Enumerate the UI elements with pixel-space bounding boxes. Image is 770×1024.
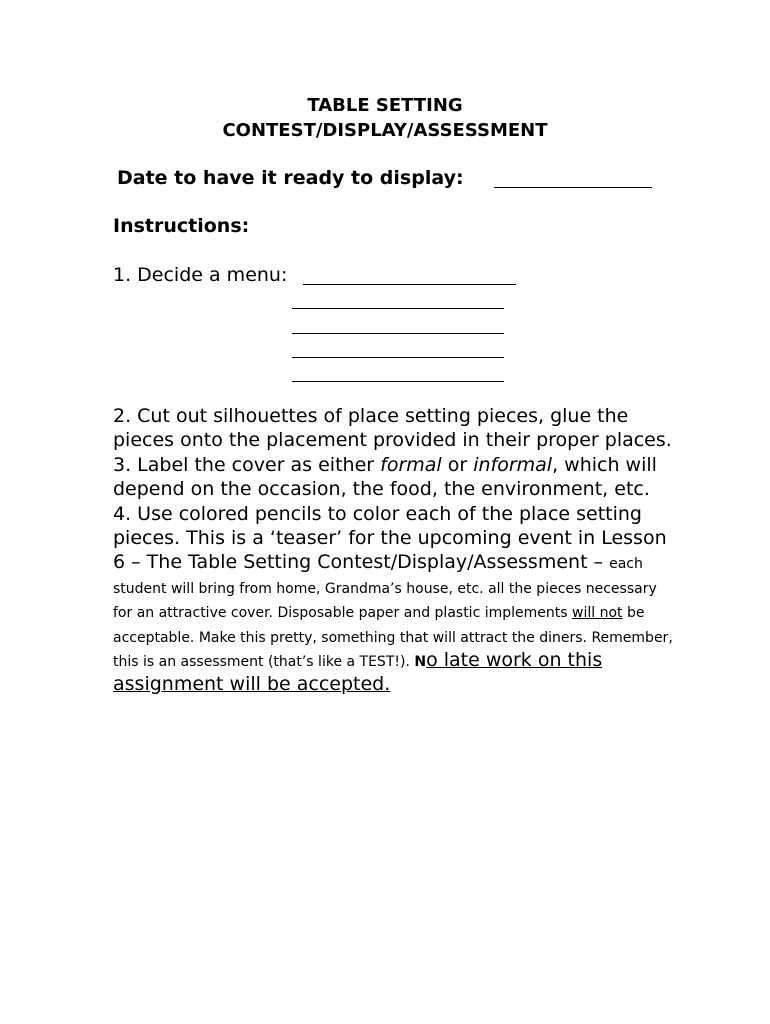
step-3-part-1: 3. Label the cover as either [113,453,381,476]
step-3-informal: informal [473,453,553,476]
menu-blank-line [292,333,504,334]
step-4-n: N [414,654,427,671]
step-4-small-1: each student will bring from home, Grandma’s house, etc. all the pieces necessary for an attractive cover. Disposable paper and plastic implements [113,556,657,622]
menu-blank-line [292,308,504,309]
step-4-part-1: 4. Use colored pencils to color each of the place setting pieces. This is a ‘teaser’ for the upcoming event in Lesson 6 – The Table Setting Contest/Display/Assessment – [113,502,667,574]
step-3-formal: formal [380,453,442,476]
instructions-body [113,404,673,697]
menu-blank-line [303,284,516,285]
step-4-closing: o late work on this assignment will be accepted. [113,649,603,696]
menu-blank-line [292,357,504,358]
step-3-part-2: or [441,453,474,476]
instructions-heading: Instructions: [113,215,250,237]
date-prompt: Date to have it ready to display: [117,167,464,189]
step-2-text: 2. Cut out silhouettes of place setting pieces, glue the pieces onto the placement provided in their proper places. [113,405,672,452]
title-line-1: TABLE SETTING [307,95,463,116]
menu-blank-line [292,381,504,382]
step-4-text [113,502,673,697]
step-3-part-3: , which will depend on the occasion, the food, the environment, etc. [113,453,657,501]
step-4-will-not: will not [572,605,623,622]
step-1-label: 1. Decide a menu: [113,264,288,286]
step-4-small-2: be acceptable. Make this pretty, something that will attract the diners. Remember, this is an assessment (that’s like a TEST!). [113,605,673,671]
date-blank-line [494,187,652,188]
title-line-2: CONTEST/DISPLAY/ASSESSMENT [222,120,548,141]
step-3-text [113,453,673,502]
